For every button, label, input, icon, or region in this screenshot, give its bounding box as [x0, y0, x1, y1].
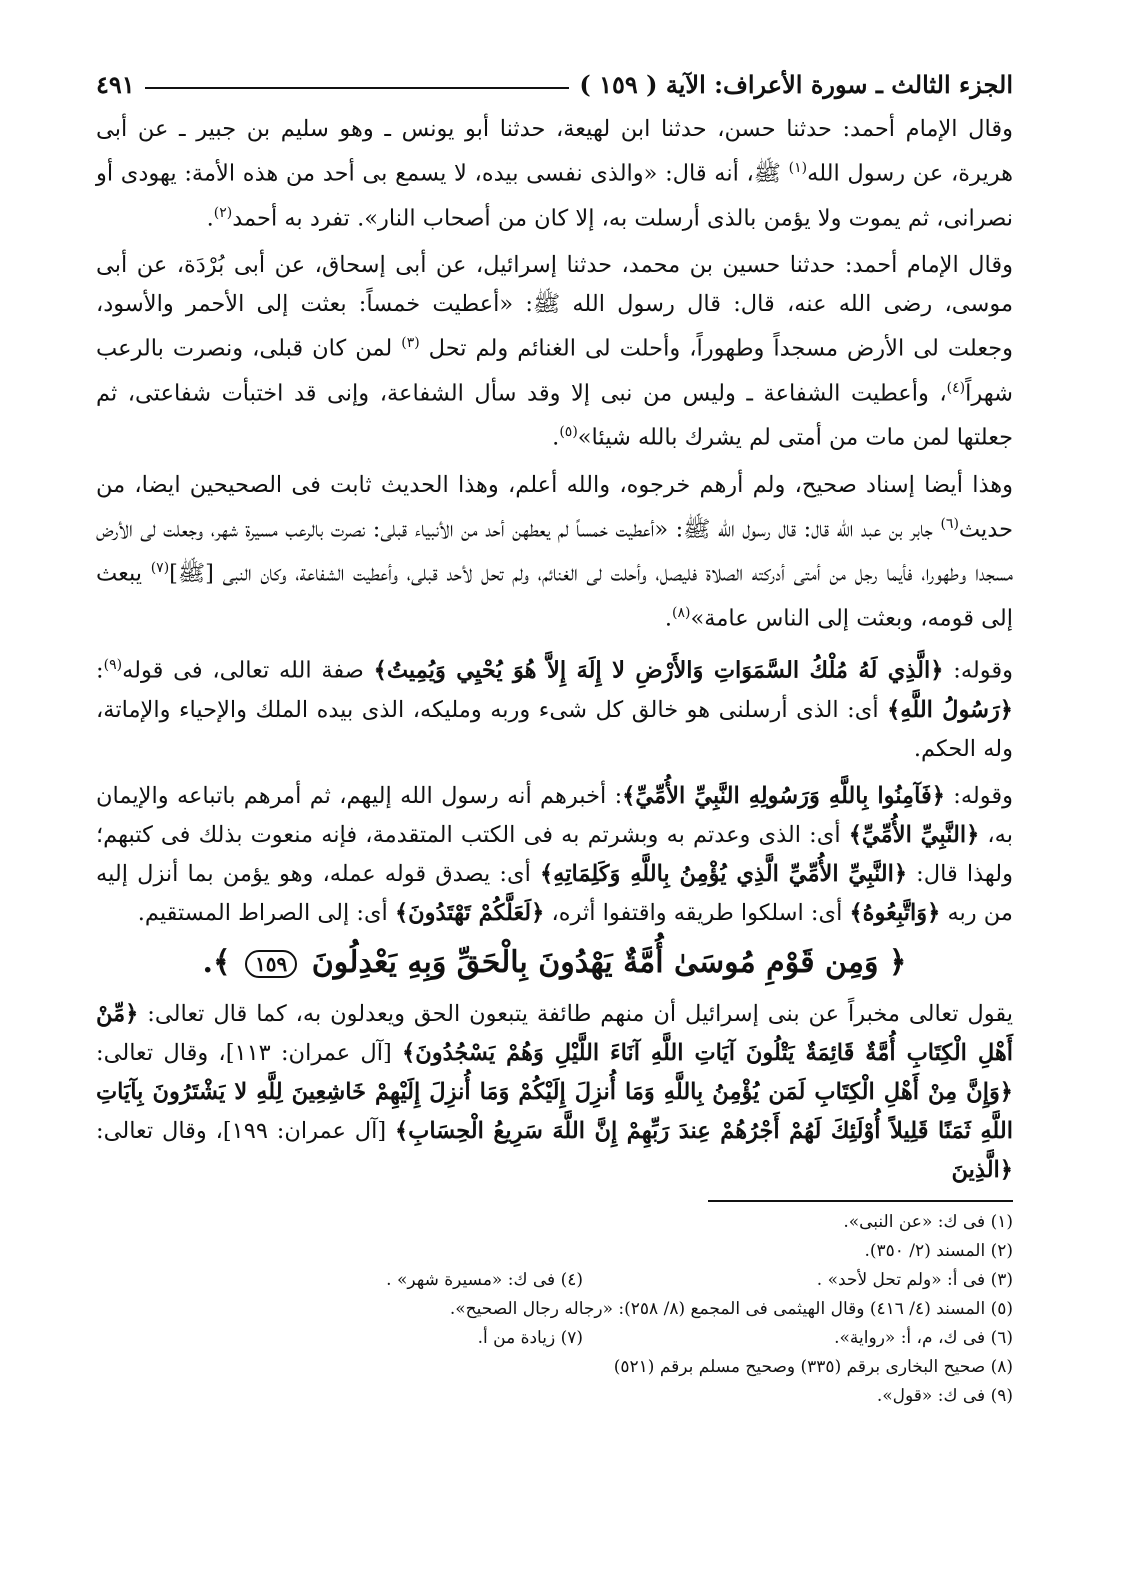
text-run: لمن كان قبلى، ونصرت بالرعب شهراً [96, 335, 1013, 406]
verse-number-badge: ١٥٩ [245, 950, 297, 978]
footnote: (٩) فى ك: «قول». [876, 1385, 1013, 1406]
footnote-ref: (٢) [213, 204, 233, 221]
quran-quote: ﴿لَعَلَّكُمْ تَهْتَدُونَ﴾ [394, 899, 545, 926]
paragraph [96, 466, 1013, 639]
text-run: وقوله: [944, 782, 1013, 809]
text-run: . [552, 424, 560, 451]
footnote: (١) فى ك: «عن النبى». [843, 1211, 1013, 1232]
text-run: ، وأعطيت الشفاعة ـ وليس من نبى إلا وقد سأل الشفاعة، وإنى قد اختبأت شفاعتى، ثم جعلتها لمن مات من أمتى لم يشرك بالله شيئا» [96, 380, 1013, 451]
text-run: صفة الله تعالى، فى قوله [122, 657, 374, 684]
quran-quote: ﴿فَآمِنُوا بِاللَّهِ وَرَسُولِهِ النَّبِيِّ الأُمِّيِّ﴾ [622, 782, 945, 809]
text-run: أى: يصدق قوله عمله، وهو يؤمن بما أنزل إليه من ربه [96, 860, 1013, 926]
footnote-ref: (١) [788, 160, 808, 176]
text-run: وقال الإمام أحمد: حدثنا حسن، حدثنا ابن لهيعة، حدثنا أبو يونس ـ وهو سليم بن جبير ـ عن أبى هريرة، عن رسول الله [96, 116, 1013, 187]
paragraph-last [96, 995, 1013, 1190]
paragraph [96, 646, 1013, 769]
footnote-ref: (٥) [559, 424, 578, 440]
text-run: : [96, 657, 104, 684]
header-rule [145, 87, 570, 89]
footnote-row [96, 1324, 1013, 1353]
footnote-ref: (٦) [940, 515, 959, 532]
text-run: [آل عمران: ١١٣]، وقال تعالى: [96, 1039, 403, 1066]
text-run: أى: إلى الصراط المستقيم. [137, 899, 395, 926]
quran-quote: ﴿وَإِنَّ مِنْ أَهْلِ الْكِتَابِ لَمَن يُؤْمِنُ بِاللَّهِ وَمَا أُنزِلَ إِلَيْكُمْ وَمَا أُنزِلَ إِلَيْهِمْ خَاشِعِينَ لِلَّهِ لا يَشْتَرُونَ بِآيَاتِ اللَّهِ ثَمَنًا قَلِيلاً أُوْلَئِكَ لَهُمْ أَجْرُهُمْ عِندَ رَبِّهِمْ إِنَّ اللَّهَ سَرِيعُ الْحِسَابِ﴾ [96, 1078, 1013, 1144]
footnote: (٥) المسند (٤/ ٤١٦) وقال الهيثمى فى المجمع (٨/ ٢٥٨): «رجاله رجال الصحيح». [449, 1298, 1013, 1319]
footnote: (٤) فى ك: «مسيرة شهر» . [386, 1269, 583, 1290]
quran-quote: ﴿الَّذِينَ [951, 1156, 1013, 1183]
quran-quote: ﴿النَّبِيِّ الأُمِّيِّ الَّذِي يُؤْمِنُ بِاللَّهِ وَكَلِمَاتِهِ﴾ [539, 860, 908, 887]
footnote: (٢) المسند (٢/ ٣٥٠). [864, 1240, 1013, 1261]
text-run: وقوله: [943, 657, 1013, 684]
footnotes [96, 1208, 1013, 1411]
quran-quote: ﴿مِّنْ أَهْلِ الْكِتَابِ أُمَّةٌ قَائِمَةٌ يَتْلُونَ آيَاتِ اللَّهِ آنَاءَ اللَّيْلِ وَهُمْ يَسْجُدُونَ﴾ [96, 1000, 1013, 1066]
text-run: . [664, 605, 673, 631]
text-run: : أخبرهم أنه رسول الله إليهم، ثم أمرهم باتباعه والإيمان به، [96, 782, 1013, 848]
quran-quote: ﴿رَسُولُ اللَّهِ﴾ [887, 696, 1013, 723]
paragraph [96, 110, 1013, 238]
quran-quote: ﴿وَاتَّبِعُوهُ﴾ [849, 899, 941, 926]
page-header [96, 62, 1013, 106]
footnote-ref: (٣) [401, 335, 420, 351]
text-run: يبعث إلى قومه، وبعثت إلى الناس عامة» [96, 560, 1013, 631]
text-run: أى: الذى أرسلنى هو خالق كل شىء وربه ومليكه، الذى بيده الملك والإحياء والإماتة، وله الحكم. [96, 696, 1013, 762]
footnote: (٧) زيادة من أ. [477, 1327, 583, 1348]
page-number: ٤٩١ [96, 69, 135, 99]
text-run: يقول تعالى مخبراً عن بنى إسرائيل أن منهم طائفة يتبعون الحق ويعدلون به، كما قال تعالى: [138, 1000, 1013, 1027]
quran-quote: ﴿النَّبِيِّ الأُمِّيِّ﴾ [848, 821, 980, 848]
text-run: أى: الذى وعدتم به وبشرتم به فى الكتب المتقدمة، فإنه منعوت بذلك فى كتبهم؛ ولهذا قال: [96, 821, 1014, 887]
footnote: (٨) صحيح البخارى برقم (٣٣٥) وصحيح مسلم برقم (٥٢١) [613, 1356, 1013, 1377]
text-run: وقال الإمام أحمد: حدثنا حسين بن محمد، حدثنا إسرائيل، عن أبى إسحاق، عن أبى بُرْدَة، عن أبى موسى، رضى الله عنه، قال: قال رسول الله ﷺ: «أعطيت خمساً: بعثت إلى الأحمر والأسود، وجعلت لى الأرض مسجداً وطهوراً، وأحلت لى الغنائم ولم تحل [96, 252, 1013, 362]
paragraph [96, 777, 1013, 933]
quran-verse [96, 941, 1013, 985]
running-title: الجزء الثالث ـ سورة الأعراف: الآية ( ١٥٩ ) [579, 69, 1013, 99]
text-run: [آل عمران: ١٩٩]، وقال تعالى: [96, 1117, 395, 1144]
footnote-divider [708, 1200, 1013, 1202]
footnote-ref: (٨) [672, 604, 691, 621]
text-run: . [206, 205, 214, 231]
footnote: (٦) فى ك، م، أ: «رواية». [834, 1327, 1013, 1348]
footnote-ref: (٧) [150, 560, 170, 576]
text-run: وهذا أيضا إسناد صحيح، ولم أرهم خرجوه، والله أعلم، وهذا الحديث ثابت فى الصحيحين ايضا، من حديث [96, 471, 1013, 542]
footnote-row [96, 1266, 1013, 1295]
verse-close: ﴾. [202, 944, 231, 980]
verse-text: ﴿ وَمِن قَوْمِ مُوسَىٰ أُمَّةٌ يَهْدُونَ بِالْحَقِّ وَبِهِ يَعْدِلُونَ [311, 944, 907, 980]
paragraph [96, 246, 1013, 458]
quran-quote: ﴿الَّذِي لَهُ مُلْكُ السَّمَوَاتِ وَالأَرْضِ لا إِلَهَ إِلاَّ هُوَ يُحْيِي وَيُمِيتُ﴾ [373, 657, 944, 684]
footnote-ref: (٤) [946, 379, 966, 396]
footnote-ref: (٩) [103, 657, 123, 673]
footnote: (٣) فى أ: «ولم تحل لأحد» . [816, 1269, 1013, 1290]
main-text [96, 110, 1013, 1190]
text-run: أى: اسلكوا طريقه واقتفوا أثره، [544, 899, 850, 926]
text-run: ﷺ، أنه قال: «والذى نفسى بيده، لا يسمع بى أحد من هذه الأمة: يهودى أو نصرانى، ثم يموت ولا يؤمن بالذى أرسلت به، إلا كان من أصحاب النار». تفرد به أحمد [96, 160, 1013, 231]
text-run: جابر بن عبد الله قال: قال رسول الله ﷺ: «أعطيت خمساً لم يعطهن أحد من الأنبياء قبلى: نصرت بالرعب مسيرة شهر، وجعلت لى الأرض مسجدا وطهورا، فأيما رجل من أمتى أدركته الصلاة فليصل، وأحلت لى الغنائم، ولم تحل لأحد قبلى، وأعطيت الشفاعة، وكان النبى [ﷺ] [96, 516, 1013, 587]
